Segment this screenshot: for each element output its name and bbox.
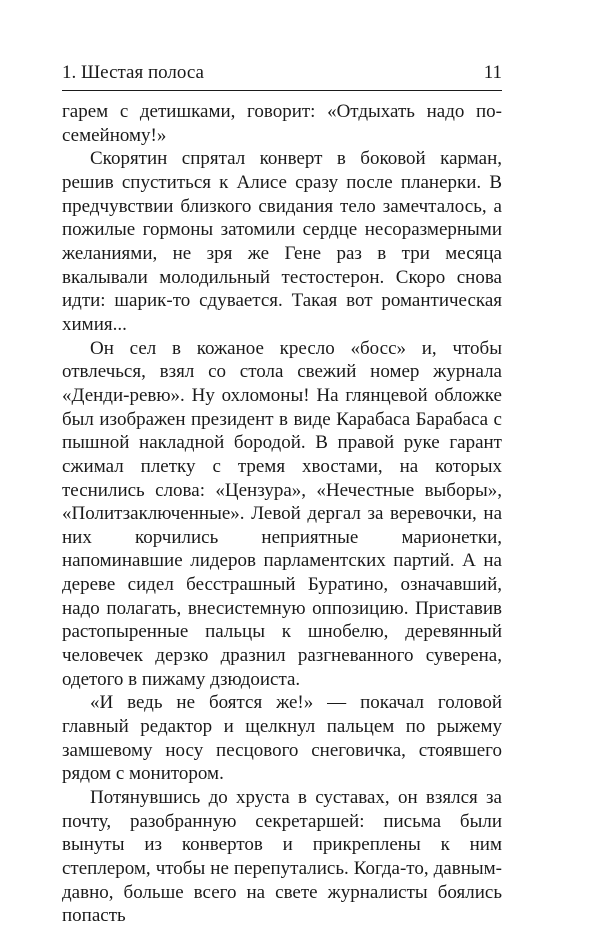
- paragraph-5: Потянувшись до хруста в суставах, он взялся за почту, разобранную секретаршей: письма были вынуты из конвертов и прикреплены к ним степлером, чтобы не перепутались. Когда-то, давным-давно, больше всего на свете журналисты боялись попасть: [62, 787, 502, 927]
- paragraph-4: «И ведь не боятся же!» — покачал головой главный редактор и щелкнул пальцем по рыжему замшевому носу песцового снеговичка, стоявшего рядом с монитором.: [62, 692, 502, 785]
- paragraph-1: гарем с детишками, говорит: «Отдыхать надо по-семейному!»: [62, 101, 502, 146]
- running-header: [62, 62, 502, 91]
- page-number: 11: [483, 62, 502, 83]
- body-text: [62, 100, 502, 928]
- chapter-title: 1. Шестая полоса: [62, 62, 204, 83]
- paragraph-3: Он сел в кожаное кресло «босс» и, чтобы отвлечься, взял со стола свежий номер журнала «Денди-ревю». Ну охломоны! На глянцевой обложке был изображен президент в виде Карабаса Барабаса с пышной накладной бородой. В правой руке гарант сжимал плетку с тремя хвостами, на которых теснились слова: «Цензура», «Нечестные выборы», «Политзаключенные». Левой дергал за веревочки, на них корчились неприятные марионетки, напоминавшие лидеров парламентских партий. А на дереве сидел бесстрашный Буратино, означавший, надо полагать, внесистемную оппозицию. Приставив растопыренные пальцы к шнобелю, деревянный человечек дерзко дразнил разгневанного суверена, одетого в пижаму дзюдоиста.: [62, 337, 502, 690]
- paragraph-2: Скорятин спрятал конверт в боковой карман, решив спуститься к Алисе сразу после планерки. В предчувствии близкого свидания тело замечталось, а пожилые гормоны затомили сердце несоразмерными желаниями, не зря же Гене раз в три месяца вкалывали молодильный тестостерон. Скоро снова идти: шарик-то сдувается. Такая вот романтическая химия...: [62, 148, 502, 335]
